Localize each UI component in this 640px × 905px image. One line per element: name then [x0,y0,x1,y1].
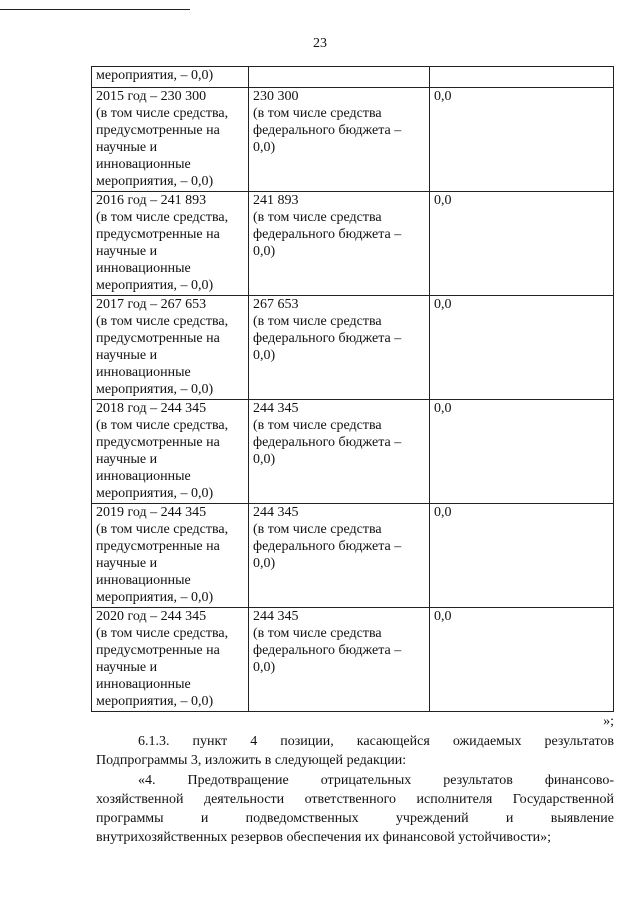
amount-note-line: федерального бюджета – [253,539,402,554]
year-note-line: (в том числе средства, [96,106,229,121]
year-total-cell [92,608,249,712]
amount-text: 244 345 [253,505,299,520]
budget-table [91,66,614,712]
amount-note-line: федерального бюджета – [253,227,402,242]
year-note-line: научные и [96,244,158,259]
table-row [92,192,614,296]
year-note-line: (в том числе средства, [96,210,229,225]
amount-note-line: (в том числе средства [253,314,382,329]
year-note-line: (в том числе средства, [96,314,229,329]
amount-note-line: (в том числе средства [253,210,382,225]
paragraph-quote-line3: программы и подведомственных учреждений и выявление [96,811,614,826]
amount-text: 244 345 [253,609,299,624]
year-note-line: научные и [96,140,158,155]
year-note-line: научные и [96,556,158,571]
amount-note-line: (в том числе средства [253,418,382,433]
amount-note-line: (в том числе средства [253,626,382,641]
year-note-line: мероприятия, – 0,0) [96,174,214,189]
table-row-continuation [92,67,614,88]
table-row [92,296,614,400]
year-note-line: инновационные [96,677,191,692]
paragraph-quote-line4: внутрихозяйственных резервов обеспечения их финансовой устойчивости»; [96,830,552,845]
year-total-cell [92,192,249,296]
year-note-line: мероприятия, – 0,0) [96,590,214,605]
other-value-text: 0,0 [434,193,452,208]
table-row [92,608,614,712]
year-total-text: 2017 год – 267 653 [96,297,207,312]
year-total-text: 2016 год – 241 893 [96,193,207,208]
other-value-text: 0,0 [434,297,452,312]
year-note-line: мероприятия, – 0,0) [96,486,214,501]
year-total-text: 2019 год – 244 345 [96,505,207,520]
amount-note-line: федерального бюджета – [253,123,402,138]
other-value-cell [430,608,614,712]
amount-cell [249,608,430,712]
year-note-line: предусмотренные на [96,331,220,346]
continuation-cell-1 [92,67,249,88]
amount-text: 241 893 [253,193,299,208]
other-value-text: 0,0 [434,505,452,520]
amount-cell [249,88,430,192]
page-number: 23 [313,36,327,51]
year-note-line: предусмотренные на [96,539,220,554]
table-row [92,400,614,504]
year-note-line: мероприятия, – 0,0) [96,694,214,709]
amount-cell [249,400,430,504]
amount-note-line: 0,0) [253,556,276,571]
amount-note-line: 0,0) [253,452,276,467]
other-value-cell [430,296,614,400]
amount-note-line: 0,0) [253,348,276,363]
year-note-line: предусмотренные на [96,227,220,242]
year-note-line: научные и [96,348,158,363]
other-value-text: 0,0 [434,401,452,416]
year-note-line: мероприятия, – 0,0) [96,382,214,397]
amount-note-line: 0,0) [253,244,276,259]
other-value-text: 0,0 [434,89,452,104]
amount-text: 230 300 [253,89,299,104]
continuation-cell-2 [249,67,430,88]
continuation-cell-3 [430,67,614,88]
amount-note-line: 0,0) [253,140,276,155]
year-total-text: 2015 год – 230 300 [96,89,207,104]
amount-text: 244 345 [253,401,299,416]
year-total-cell [92,400,249,504]
continuation-text: мероприятия, – 0,0) [96,68,214,83]
amount-note-line: (в том числе средства [253,106,382,121]
year-note-line: (в том числе средства, [96,418,229,433]
other-value-cell [430,400,614,504]
year-total-text: 2018 год – 244 345 [96,401,207,416]
paragraph-6-1-3-line1: 6.1.3. пункт 4 позиции, касающейся ожидаемых результатов [138,734,614,749]
other-value-cell [430,88,614,192]
other-value-cell [430,192,614,296]
year-total-text: 2020 год – 244 345 [96,609,207,624]
year-note-line: предусмотренные на [96,643,220,658]
amount-note-line: федерального бюджета – [253,435,402,450]
amount-note-line: (в том числе средства [253,522,382,537]
amount-cell [249,504,430,608]
year-note-line: инновационные [96,261,191,276]
amount-cell [249,296,430,400]
year-note-line: инновационные [96,573,191,588]
other-value-cell [430,504,614,608]
year-total-cell [92,88,249,192]
year-total-cell [92,504,249,608]
year-note-line: предусмотренные на [96,435,220,450]
amount-note-line: федерального бюджета – [253,331,402,346]
year-total-cell [92,296,249,400]
paragraph-6-1-3-line2: Подпрограммы 3, изложить в следующей редакции: [96,753,407,768]
paragraph-quote-line1: «4. Предотвращение отрицательных результатов финансово- [138,773,614,788]
year-note-line: (в том числе средства, [96,522,229,537]
paragraph-quote-line2: хозяйственной деятельности ответственного исполнителя Государственной [96,792,614,807]
year-note-line: мероприятия, – 0,0) [96,278,214,293]
table-row [92,88,614,192]
year-note-line: инновационные [96,157,191,172]
other-value-text: 0,0 [434,609,452,624]
year-note-line: научные и [96,452,158,467]
amount-text: 267 653 [253,297,299,312]
amount-note-line: федерального бюджета – [253,643,402,658]
year-note-line: (в том числе средства, [96,626,229,641]
table-row [92,504,614,608]
year-note-line: научные и [96,660,158,675]
year-note-line: предусмотренные на [96,123,220,138]
closing-quote: »; [603,714,614,729]
year-note-line: инновационные [96,365,191,380]
amount-cell [249,192,430,296]
year-note-line: инновационные [96,469,191,484]
top-edge-mark [0,0,190,10]
amount-note-line: 0,0) [253,660,276,675]
